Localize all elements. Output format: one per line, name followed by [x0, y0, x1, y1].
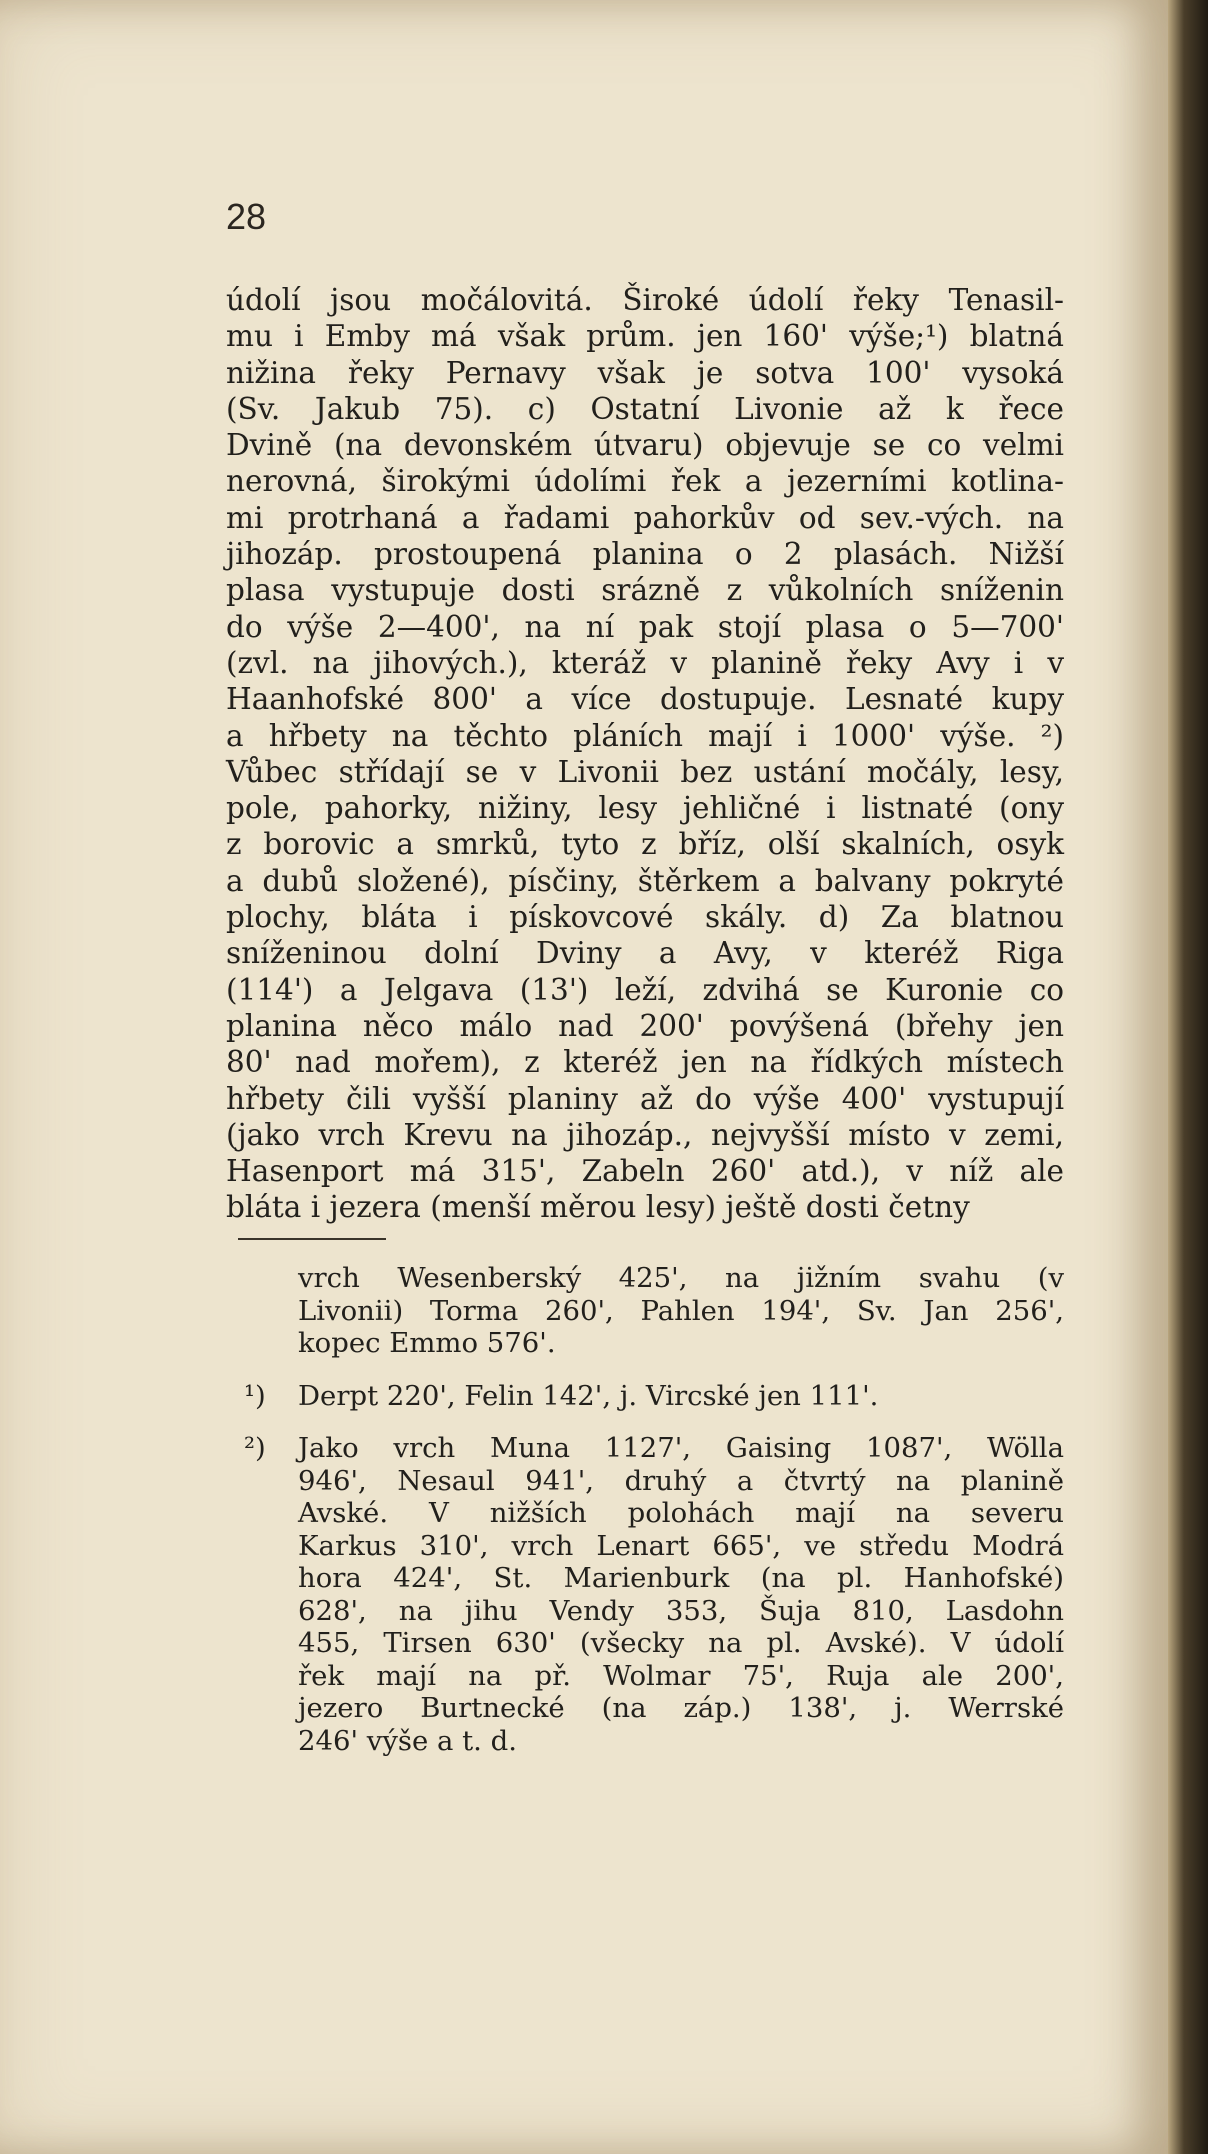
body-line: a hřbety na těchto pláních mají i 1000' výše. ²) — [226, 718, 1064, 753]
body-line: plochy, bláta i pískovcové skály. d) Za blatnou — [226, 900, 1064, 935]
footnote-marker: ¹) — [244, 1380, 266, 1412]
body-line: Dvině (na devonském útvaru) objevuje se co velmi — [226, 428, 1064, 463]
footnote-continuation — [244, 1262, 1064, 1360]
body-line: plasa vystupuje dosti srázně z vůkolních sníženin — [226, 573, 1064, 608]
body-line: sníženinou dolní Dviny a Avy, v kteréž Riga — [226, 936, 1064, 971]
body-line: a dubů složené), písčiny, štěrkem a balvany pokryté — [226, 863, 1064, 898]
footnote-line: řek mají na př. Wolmar 75', Ruja ale 200', — [298, 1659, 1064, 1692]
footnote-line: jezero Burtnecké (na záp.) 138', j. Werrské — [298, 1692, 1064, 1724]
footnote-separator — [238, 1238, 386, 1240]
body-line: (114') a Jelgava (13') leží, zdvihá se Kuronie co — [226, 972, 1064, 1007]
footnote-line: Avské. V nižších polohách mají na severu — [298, 1497, 1064, 1529]
footnote-line: Derpt 220', Felin 142', j. Vircské jen 111'. — [298, 1380, 879, 1412]
footnote-line: vrch Wesenberský 425', na jižním svahu (v — [298, 1262, 1064, 1294]
body-line: nižina řeky Pernavy však je sotva 100' vysoká — [226, 355, 1064, 390]
book-spine-shadow — [1168, 0, 1208, 2154]
body-line: z borovic a smrků, tyto z bříz, olší skalních, osyk — [226, 827, 1064, 862]
body-line: planina něco málo nad 200' povýšená (břehy jen — [226, 1008, 1064, 1043]
body-line: jihozáp. prostoupená planina o 2 plasách. Nižší — [226, 537, 1064, 572]
footnote-1 — [244, 1380, 1064, 1413]
body-line: (zvl. na jihových.), kteráž v planině řeky Avy i v — [226, 645, 1064, 680]
body-line: bláta i jezera (menší měrou lesy) ještě dosti četny — [226, 1190, 970, 1225]
body-line: pole, pahorky, nižiny, lesy jehličné i listnaté (ony — [226, 791, 1064, 826]
footnote-line: Karkus 310', vrch Lenart 665', ve středu Modrá — [298, 1529, 1064, 1562]
body-line: Hasenport má 315', Zabeln 260' atd.), v níž ale — [226, 1154, 1064, 1189]
footnote-line: Jako vrch Muna 1127', Gaising 1087', Wölla — [298, 1432, 1064, 1464]
body-line: mu i Emby má však prům. jen 160' výše;¹) blatná — [226, 319, 1064, 354]
footnote-line: kopec Emmo 576'. — [298, 1327, 556, 1359]
footnote-2 — [244, 1432, 1064, 1757]
footnote-line: Livonii) Torma 260', Pahlen 194', Sv. Jan 256', — [298, 1294, 1064, 1327]
footnote-line: 946', Nesaul 941', druhý a čtvrtý na planině — [298, 1464, 1064, 1497]
body-line: nerovná, širokými údolími řek a jezerními kotlina- — [226, 464, 1064, 499]
body-line: Haanhofské 800' a více dostupuje. Lesnaté kupy — [226, 682, 1064, 717]
footnote-marker: ²) — [244, 1432, 266, 1464]
footnote-line: 246' výše a t. d. — [298, 1724, 518, 1757]
body-line: hřbety čili vyšší planiny až do výše 400' vystupují — [226, 1081, 1064, 1116]
body-line: mi protrhaná a řadami pahorkův od sev.-vých. na — [226, 500, 1064, 535]
body-line: do výše 2—400', na ní pak stojí plasa o 5—700' — [226, 609, 1064, 644]
body-line: 80' nad mořem), z kteréž jen na řídkých místech — [226, 1045, 1064, 1080]
body-line: (Sv. Jakub 75). c) Ostatní Livonie až k řece — [226, 391, 1064, 426]
page-number: 28 — [226, 196, 267, 237]
footnote-line: 628', na jihu Vendy 353, Šuja 810, Lasdohn — [298, 1594, 1064, 1627]
body-text — [226, 282, 1064, 1226]
body-line: Vůbec střídají se v Livonii bez ustání močály, lesy, — [226, 754, 1064, 789]
body-line: (jako vrch Krevu na jihozáp., nejvyšší místo v zemi, — [226, 1117, 1064, 1152]
footnote-line: 455, Tirsen 630' (všecky na pl. Avské). V údolí — [298, 1627, 1064, 1659]
footnote-line: hora 424', St. Marienburk (na pl. Hanhofské) — [298, 1562, 1064, 1594]
body-line: údolí jsou močálovitá. Široké údolí řeky Tenasil- — [226, 283, 1064, 317]
